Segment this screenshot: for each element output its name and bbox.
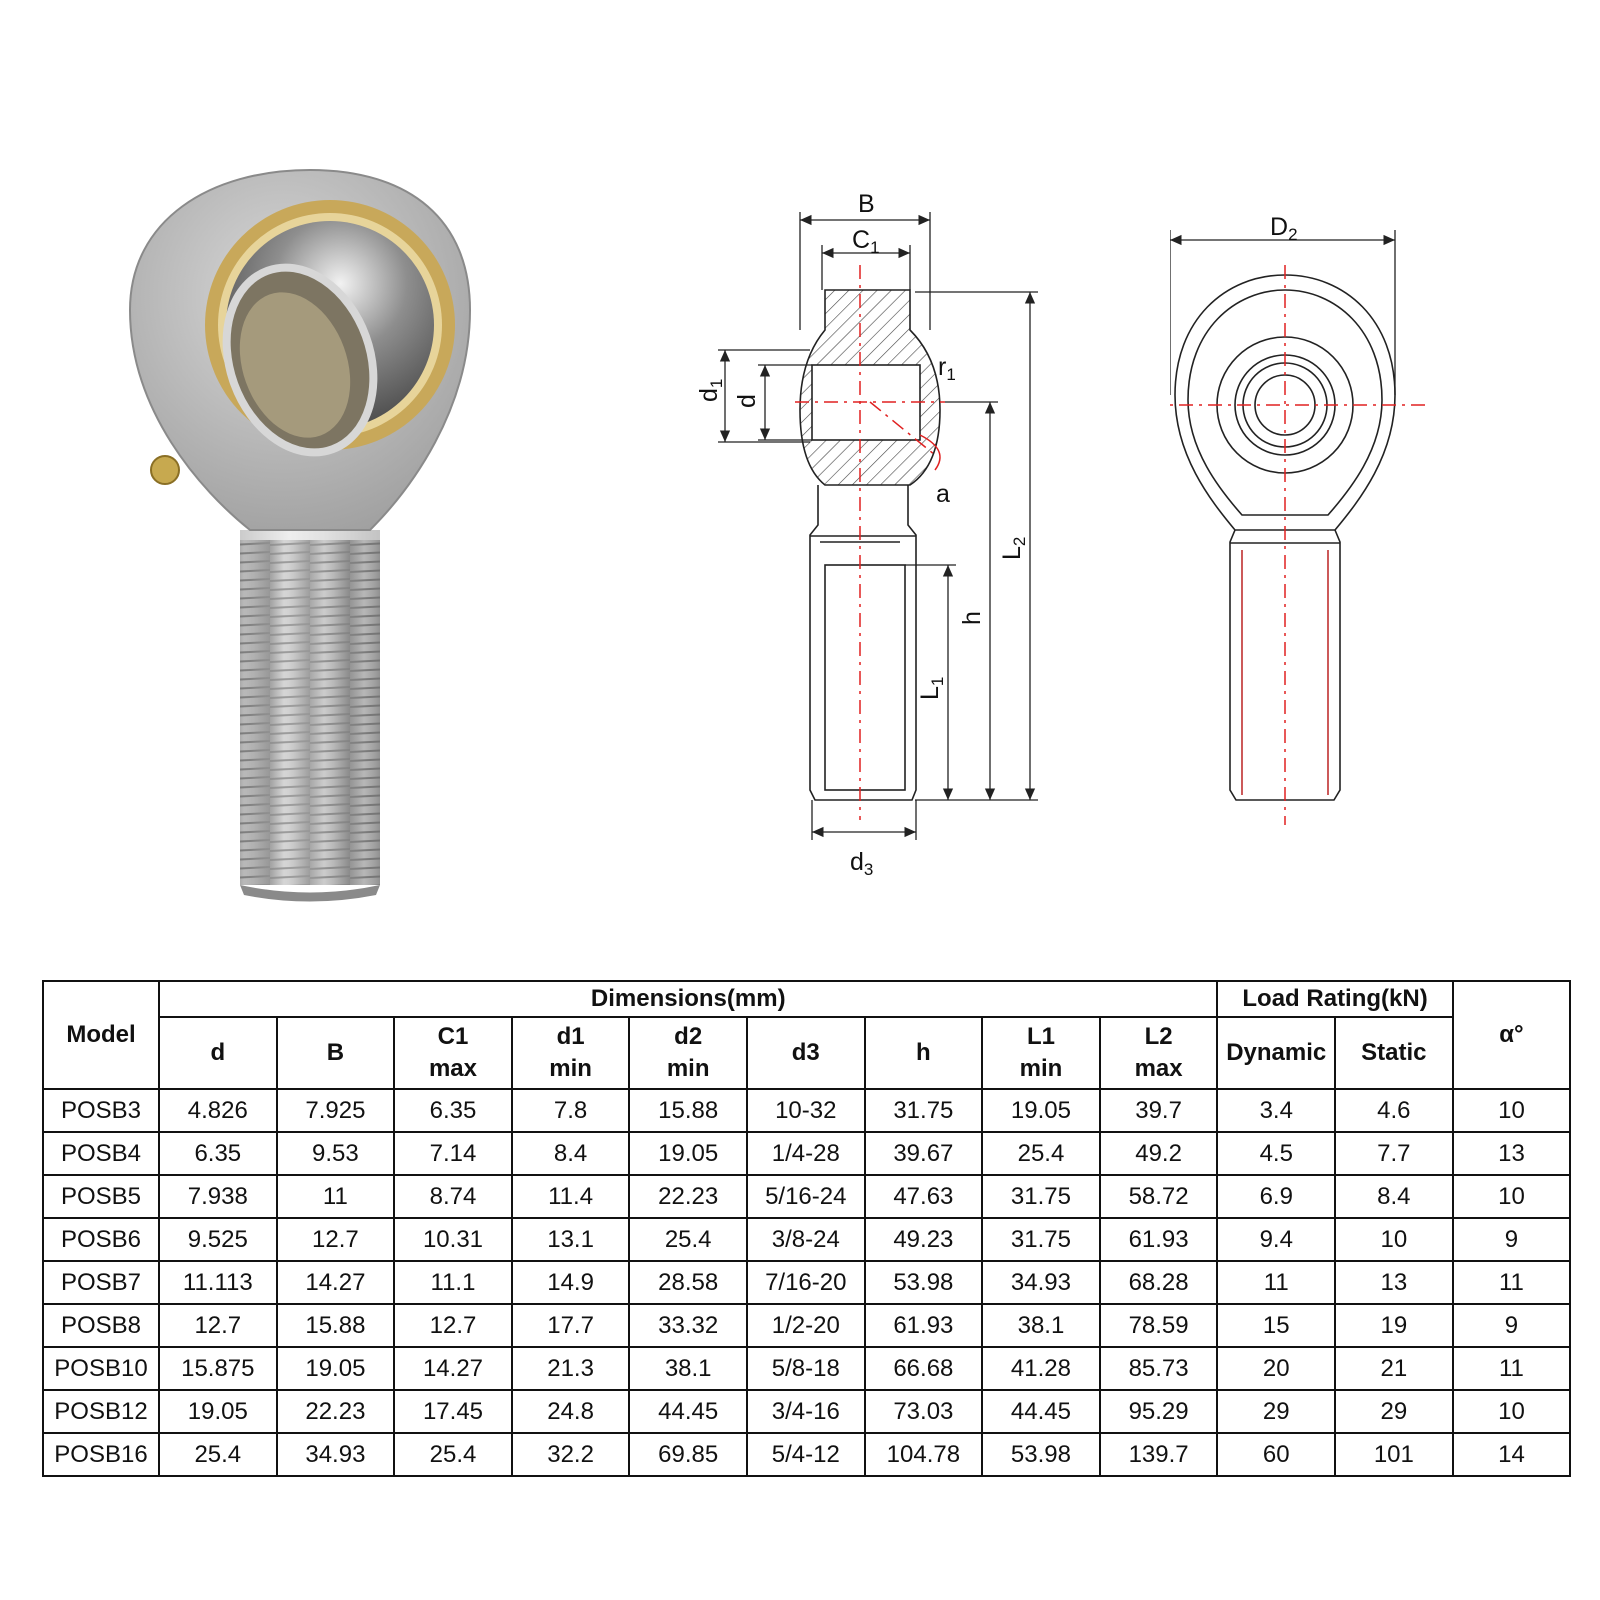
table-cell: 12.7 xyxy=(159,1304,277,1347)
table-cell: 66.68 xyxy=(865,1347,983,1390)
model-cell: POSB16 xyxy=(43,1433,159,1476)
grease-nipple xyxy=(151,456,179,484)
table-cell: 34.93 xyxy=(982,1261,1100,1304)
table-cell: 104.78 xyxy=(865,1433,983,1476)
model-cell: POSB4 xyxy=(43,1132,159,1175)
column-header: L2 max xyxy=(1100,1017,1218,1089)
table-cell: 44.45 xyxy=(629,1390,747,1433)
label-r1: $r_1$ xyxy=(938,353,956,384)
table-cell: 31.75 xyxy=(865,1089,983,1132)
table-cell: 5/4-12 xyxy=(747,1433,865,1476)
table-cell: 8.4 xyxy=(512,1132,630,1175)
table-column-headers xyxy=(43,1017,1570,1089)
label-a: a xyxy=(936,480,950,508)
table-cell: 19.05 xyxy=(277,1347,395,1390)
table-cell: 7.925 xyxy=(277,1089,395,1132)
table-cell: 7.938 xyxy=(159,1175,277,1218)
table-cell: 25.4 xyxy=(394,1433,512,1476)
table-cell: 6.9 xyxy=(1217,1175,1335,1218)
table-cell: 39.67 xyxy=(865,1132,983,1175)
table-row xyxy=(43,1175,1570,1218)
table-cell: 49.2 xyxy=(1100,1132,1218,1175)
table-cell: 3/4-16 xyxy=(747,1390,865,1433)
table-cell: 9.525 xyxy=(159,1218,277,1261)
table-cell: 11 xyxy=(1453,1261,1571,1304)
table-cell: 38.1 xyxy=(629,1347,747,1390)
table-cell: 28.58 xyxy=(629,1261,747,1304)
table-cell: 6.35 xyxy=(394,1089,512,1132)
table-cell: 9 xyxy=(1453,1218,1571,1261)
table-cell: 19 xyxy=(1335,1304,1453,1347)
table-cell: 31.75 xyxy=(982,1218,1100,1261)
table-row xyxy=(43,1390,1570,1433)
table-cell: 14 xyxy=(1453,1433,1571,1476)
label-C1: $C_1$ xyxy=(852,226,880,257)
table-cell: 4.5 xyxy=(1217,1132,1335,1175)
table-cell: 11 xyxy=(1453,1347,1571,1390)
table-cell: 47.63 xyxy=(865,1175,983,1218)
model-cell: POSB8 xyxy=(43,1304,159,1347)
table-cell: 19.05 xyxy=(629,1132,747,1175)
table-cell: 13 xyxy=(1453,1132,1571,1175)
rod-end-photo xyxy=(110,160,510,940)
table-cell: 7.7 xyxy=(1335,1132,1453,1175)
table-group-header xyxy=(43,981,1570,1017)
label-D2: $D_2$ xyxy=(1270,213,1298,244)
table-cell: 12.7 xyxy=(277,1218,395,1261)
table-cell: 17.7 xyxy=(512,1304,630,1347)
label-d1: $d_1$ xyxy=(695,378,726,402)
table-cell: 60 xyxy=(1217,1433,1335,1476)
column-header: L1 min xyxy=(982,1017,1100,1089)
table-cell: 58.72 xyxy=(1100,1175,1218,1218)
spec-table xyxy=(42,980,1571,1477)
table-cell: 10 xyxy=(1453,1089,1571,1132)
model-cell: POSB5 xyxy=(43,1175,159,1218)
table-cell: 4.6 xyxy=(1335,1089,1453,1132)
table-row xyxy=(43,1089,1570,1132)
header-dimensions: Dimensions(mm) xyxy=(159,981,1217,1017)
table-cell: 14.9 xyxy=(512,1261,630,1304)
table-cell: 10.31 xyxy=(394,1218,512,1261)
table-cell: 22.23 xyxy=(629,1175,747,1218)
table-cell: 8.74 xyxy=(394,1175,512,1218)
table-cell: 12.7 xyxy=(394,1304,512,1347)
table-body xyxy=(43,1089,1570,1476)
table-cell: 4.826 xyxy=(159,1089,277,1132)
table-cell: 1/4-28 xyxy=(747,1132,865,1175)
table-row xyxy=(43,1261,1570,1304)
table-cell: 14.27 xyxy=(277,1261,395,1304)
table-cell: 11 xyxy=(277,1175,395,1218)
model-cell: POSB12 xyxy=(43,1390,159,1433)
table-cell: 29 xyxy=(1335,1390,1453,1433)
table-cell: 7/16-20 xyxy=(747,1261,865,1304)
table-cell: 21 xyxy=(1335,1347,1453,1390)
column-header: B xyxy=(277,1017,395,1089)
model-cell: POSB3 xyxy=(43,1089,159,1132)
table-cell: 5/16-24 xyxy=(747,1175,865,1218)
table-cell: 25.4 xyxy=(629,1218,747,1261)
column-header: Dynamic xyxy=(1217,1017,1335,1089)
table-cell: 39.7 xyxy=(1100,1089,1218,1132)
label-h: h xyxy=(958,611,986,625)
table-row xyxy=(43,1433,1570,1476)
header-alpha: α° xyxy=(1453,981,1571,1089)
table-row xyxy=(43,1132,1570,1175)
table-cell: 13 xyxy=(1335,1261,1453,1304)
table-cell: 61.93 xyxy=(1100,1218,1218,1261)
table-cell: 69.85 xyxy=(629,1433,747,1476)
label-L1: $L_1$ xyxy=(916,676,947,700)
table-cell: 68.28 xyxy=(1100,1261,1218,1304)
column-header: d2 min xyxy=(629,1017,747,1089)
header-model: Model xyxy=(43,981,159,1089)
table-cell: 21.3 xyxy=(512,1347,630,1390)
column-header: d xyxy=(159,1017,277,1089)
table-cell: 95.29 xyxy=(1100,1390,1218,1433)
table-cell: 61.93 xyxy=(865,1304,983,1347)
column-header: Static xyxy=(1335,1017,1453,1089)
column-header: d1 min xyxy=(512,1017,630,1089)
table-cell: 33.32 xyxy=(629,1304,747,1347)
table-row xyxy=(43,1347,1570,1390)
model-cell: POSB6 xyxy=(43,1218,159,1261)
table-row xyxy=(43,1304,1570,1347)
table-cell: 11.113 xyxy=(159,1261,277,1304)
table-cell: 10 xyxy=(1453,1390,1571,1433)
table-row xyxy=(43,1218,1570,1261)
table-cell: 78.59 xyxy=(1100,1304,1218,1347)
label-d3: $d_3$ xyxy=(850,848,874,879)
table-cell: 49.23 xyxy=(865,1218,983,1261)
table-cell: 10 xyxy=(1335,1218,1453,1261)
label-B: B xyxy=(858,190,875,218)
table-cell: 44.45 xyxy=(982,1390,1100,1433)
table-cell: 15.88 xyxy=(277,1304,395,1347)
model-cell: POSB7 xyxy=(43,1261,159,1304)
table-cell: 32.2 xyxy=(512,1433,630,1476)
label-L2: $L_2$ xyxy=(998,536,1029,560)
table-cell: 10-32 xyxy=(747,1089,865,1132)
column-header: h xyxy=(865,1017,983,1089)
table-cell: 19.05 xyxy=(982,1089,1100,1132)
table-cell: 7.8 xyxy=(512,1089,630,1132)
table-cell: 38.1 xyxy=(982,1304,1100,1347)
table-cell: 73.03 xyxy=(865,1390,983,1433)
side-section-diagram xyxy=(690,180,1110,910)
table-cell: 53.98 xyxy=(865,1261,983,1304)
header-load-rating: Load Rating(kN) xyxy=(1217,981,1452,1017)
front-view-diagram xyxy=(1170,210,1490,850)
table-cell: 101 xyxy=(1335,1433,1453,1476)
table-cell: 11 xyxy=(1217,1261,1335,1304)
table-cell: 29 xyxy=(1217,1390,1335,1433)
table-cell: 85.73 xyxy=(1100,1347,1218,1390)
table-cell: 20 xyxy=(1217,1347,1335,1390)
table-cell: 9.4 xyxy=(1217,1218,1335,1261)
table-cell: 5/8-18 xyxy=(747,1347,865,1390)
column-header: d3 xyxy=(747,1017,865,1089)
table-cell: 15 xyxy=(1217,1304,1335,1347)
table-cell: 6.35 xyxy=(159,1132,277,1175)
table-cell: 7.14 xyxy=(394,1132,512,1175)
table-cell: 14.27 xyxy=(394,1347,512,1390)
table-cell: 22.23 xyxy=(277,1390,395,1433)
table-cell: 15.88 xyxy=(629,1089,747,1132)
table-cell: 53.98 xyxy=(982,1433,1100,1476)
table-cell: 15.875 xyxy=(159,1347,277,1390)
table-cell: 19.05 xyxy=(159,1390,277,1433)
table-cell: 41.28 xyxy=(982,1347,1100,1390)
table-cell: 11.4 xyxy=(512,1175,630,1218)
table-cell: 139.7 xyxy=(1100,1433,1218,1476)
model-cell: POSB10 xyxy=(43,1347,159,1390)
column-header: C1 max xyxy=(394,1017,512,1089)
table-cell: 17.45 xyxy=(394,1390,512,1433)
table-cell: 3/8-24 xyxy=(747,1218,865,1261)
table-cell: 31.75 xyxy=(982,1175,1100,1218)
table-cell: 9 xyxy=(1453,1304,1571,1347)
table-cell: 24.8 xyxy=(512,1390,630,1433)
table-cell: 25.4 xyxy=(982,1132,1100,1175)
table-cell: 25.4 xyxy=(159,1433,277,1476)
table-cell: 1/2-20 xyxy=(747,1304,865,1347)
table-cell: 8.4 xyxy=(1335,1175,1453,1218)
table-cell: 13.1 xyxy=(512,1218,630,1261)
label-d: d xyxy=(733,394,761,408)
table-cell: 34.93 xyxy=(277,1433,395,1476)
table-cell: 10 xyxy=(1453,1175,1571,1218)
table-cell: 9.53 xyxy=(277,1132,395,1175)
table-cell: 11.1 xyxy=(394,1261,512,1304)
table-cell: 3.4 xyxy=(1217,1089,1335,1132)
